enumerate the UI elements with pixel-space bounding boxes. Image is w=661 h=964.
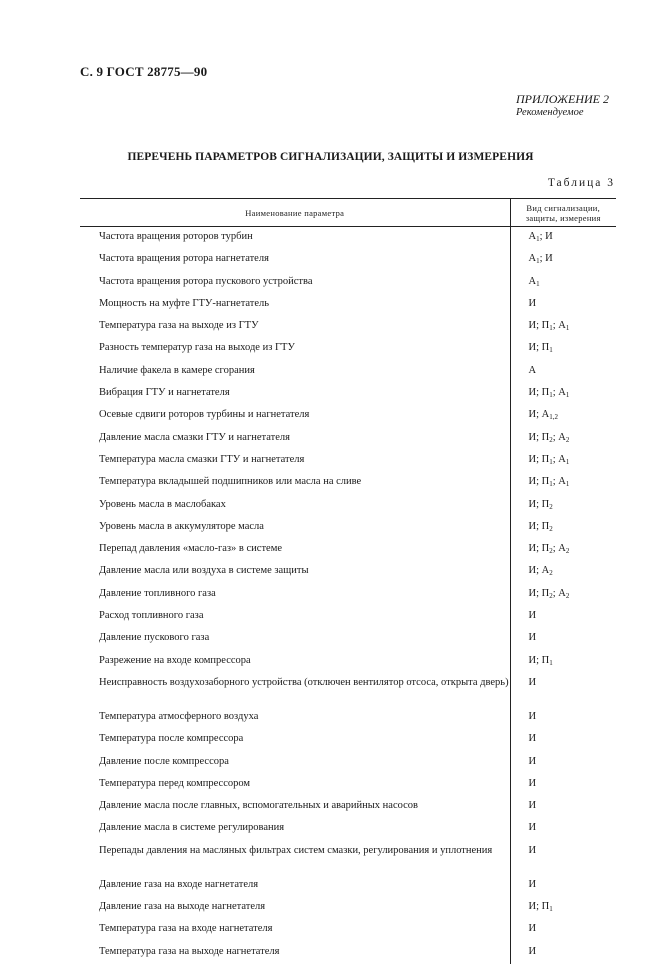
- value-text: И; А: [528, 565, 550, 577]
- signal-type-value: [510, 495, 616, 517]
- parameter-name: Температура газа на входе нагнетателя: [99, 923, 273, 935]
- table-row: [80, 752, 616, 774]
- table-row: [80, 361, 616, 383]
- appendix-subtitle: Рекомендуемое: [516, 107, 584, 118]
- value-subscript: 1: [536, 279, 540, 288]
- parameter-name: Перепад давления «масло-газ» в системе: [99, 543, 283, 555]
- value-text: И: [528, 610, 537, 622]
- parameter-name: Разность температур газа на выходе из ГТУ: [99, 342, 295, 354]
- value-subscript: 1: [549, 658, 553, 667]
- table-row: [80, 841, 616, 875]
- signal-type-value: [510, 841, 616, 875]
- signal-type-value: [510, 539, 616, 561]
- value-subscript: 1: [565, 480, 570, 489]
- value-text: ; А: [552, 320, 566, 332]
- value-subscript: 1: [536, 257, 540, 266]
- table-row: [80, 294, 616, 316]
- table-row: [80, 897, 616, 919]
- signal-type-value: [510, 361, 616, 383]
- value-text: И; П: [528, 320, 550, 332]
- signal-type-value: [510, 796, 616, 818]
- table-row: [80, 517, 616, 539]
- signal-type-value: [510, 405, 616, 427]
- value-text: ; И: [539, 253, 553, 265]
- table-row: [80, 428, 616, 450]
- value-subscript: 2: [549, 591, 553, 600]
- value-text: И; П: [528, 520, 550, 532]
- value-subscript: 1: [565, 457, 570, 466]
- signal-type-value: [510, 272, 616, 294]
- value-subscript: 1: [549, 391, 553, 400]
- signal-type-value: [510, 707, 616, 729]
- signal-type-value: [510, 875, 616, 897]
- value-text: И: [528, 878, 537, 890]
- value-text: ; А: [552, 476, 566, 488]
- signal-type-value: [510, 628, 616, 650]
- parameter-name: Температура атмосферного воздуха: [99, 710, 259, 722]
- table-row: [80, 919, 616, 941]
- signal-type-value: [510, 919, 616, 941]
- parameter-name: Неисправность воздухозаборного устройства (отключен вентилятор отсоса, открыта дверь): [99, 676, 509, 688]
- signal-type-value: [510, 774, 616, 796]
- parameter-name: Частота вращения ротора пускового устройства: [99, 275, 313, 287]
- value-text: ; А: [552, 387, 566, 399]
- value-text: И; П: [528, 587, 550, 599]
- signal-type-value: [510, 729, 616, 751]
- value-text: И; П: [528, 901, 550, 913]
- table-row: [80, 707, 616, 729]
- signal-type-value: [510, 472, 616, 494]
- header-signal-type: [510, 199, 616, 227]
- value-text: И: [528, 733, 537, 745]
- signal-type-value: [510, 584, 616, 606]
- parameter-name: Уровень масла в аккумуляторе масла: [99, 520, 264, 532]
- value-text: А: [528, 253, 537, 265]
- parameter-name: Расход топливного газа: [99, 610, 204, 622]
- value-text: А: [528, 275, 537, 287]
- parameter-name: Уровень масла в маслобаках: [99, 498, 226, 510]
- value-subscript: 2: [549, 547, 553, 556]
- document-title: ПЕРЕЧЕНЬ ПАРАМЕТРОВ СИГНАЛИЗАЦИИ, ЗАЩИТЫ И ИЗМЕРЕНИЯ: [127, 151, 534, 163]
- value-text: И: [528, 632, 537, 644]
- table-row: [80, 405, 616, 427]
- value-text: И; П: [528, 476, 550, 488]
- value-text: И: [528, 710, 537, 722]
- value-text: ; А: [552, 431, 566, 443]
- signal-type-value: [510, 294, 616, 316]
- value-subscript: 2: [565, 591, 570, 600]
- parameter-name: Мощность на муфте ГТУ-нагнетатель: [99, 297, 270, 309]
- table-row: [80, 316, 616, 338]
- value-text: А: [528, 231, 537, 242]
- table-body: [80, 227, 616, 964]
- signal-type-value: [510, 450, 616, 472]
- header-parameter-name: Наименование параметра: [80, 199, 510, 227]
- parameter-name: Частота вращения ротора нагнетателя: [99, 253, 269, 265]
- table-row: [80, 673, 616, 707]
- table-row: [80, 606, 616, 628]
- signal-type-value: [510, 752, 616, 774]
- value-text: И: [528, 777, 537, 789]
- table-row: [80, 495, 616, 517]
- table-row: [80, 796, 616, 818]
- value-subscript: 1: [549, 324, 553, 333]
- value-subscript: 2: [565, 435, 570, 444]
- value-text: И; А: [528, 409, 550, 421]
- value-text: А: [528, 364, 537, 376]
- parameter-name: Давление масла смазки ГТУ и нагнетателя: [99, 431, 290, 443]
- parameter-name: Наличие факела в камере сгорания: [99, 364, 255, 376]
- value-subscript: 1: [565, 391, 570, 400]
- value-text: И: [528, 945, 537, 957]
- parameter-name: Осевые сдвиги роторов турбины и нагнетателя: [99, 409, 310, 421]
- table-row: [80, 472, 616, 494]
- value-text: ; А: [552, 587, 566, 599]
- signal-type-value: [510, 818, 616, 840]
- table-row: [80, 729, 616, 751]
- value-text: И; П: [528, 431, 550, 443]
- header-signal-type-line2: защиты, измерения: [525, 212, 601, 223]
- value-subscript: 1: [549, 457, 553, 466]
- value-text: И: [528, 755, 537, 767]
- parameter-name: Температура газа на выходе нагнетателя: [99, 945, 280, 957]
- value-subscript: 2: [565, 547, 570, 556]
- value-subscript: 1: [536, 235, 540, 243]
- parameter-name: Давление газа на выходе нагнетателя: [99, 901, 266, 913]
- value-text: И: [528, 800, 537, 812]
- value-text: И; П: [528, 453, 550, 465]
- value-subscript: 1: [549, 346, 553, 355]
- parameter-name: Температура вкладышей подшипников или масла на сливе: [99, 476, 362, 488]
- value-text: И: [528, 822, 537, 834]
- table-row: [80, 628, 616, 650]
- parameter-name: Давление пускового газа: [99, 632, 210, 644]
- parameter-name: Температура после компрессора: [99, 733, 244, 745]
- table-row: [80, 875, 616, 897]
- table-header-row: [80, 199, 616, 227]
- parameter-name: Давление газа на входе нагнетателя: [99, 878, 259, 890]
- value-subscript: 1: [565, 324, 570, 333]
- value-text: И; П: [528, 342, 550, 354]
- page-header: С. 9 ГОСТ 28775—90: [80, 64, 208, 79]
- value-text: ; А: [552, 543, 566, 555]
- table-row: [80, 651, 616, 673]
- value-text: ; И: [539, 231, 553, 242]
- value-text: И: [528, 676, 537, 688]
- signal-type-value: [510, 249, 616, 271]
- value-subscript: 1,2: [549, 413, 558, 422]
- table-row: [80, 818, 616, 840]
- appendix-label: [516, 93, 609, 119]
- signal-type-value: [510, 561, 616, 583]
- table-number: Таблица 3: [547, 177, 615, 189]
- value-subscript: 2: [549, 569, 553, 578]
- parameter-name: Вибрация ГТУ и нагнетателя: [99, 387, 230, 399]
- table-row: [80, 584, 616, 606]
- table-row: [80, 561, 616, 583]
- signal-type-value: [510, 383, 616, 405]
- parameter-name: Перепады давления на масляных фильтрах систем смазки, регулирования и уплотнения: [99, 844, 493, 856]
- parameter-name: Температура масла смазки ГТУ и нагнетателя: [99, 453, 305, 465]
- signal-type-value: [510, 606, 616, 628]
- signal-type-value: [510, 338, 616, 360]
- parameter-name: Температура газа на выходе из ГТУ: [99, 320, 259, 332]
- signal-type-value: [510, 897, 616, 919]
- value-text: И: [528, 923, 537, 935]
- parameters-table: [80, 198, 616, 964]
- table-row: [80, 227, 616, 250]
- value-text: И: [528, 844, 537, 856]
- table-row: [80, 539, 616, 561]
- value-text: ; А: [552, 453, 566, 465]
- parameter-name: Частота вращения роторов турбин: [99, 231, 253, 242]
- parameter-name: Разрежение на входе компрессора: [99, 654, 251, 666]
- table-row: [80, 942, 616, 964]
- value-text: И; П: [528, 387, 550, 399]
- value-text: И; П: [528, 543, 550, 555]
- signal-type-value: [510, 942, 616, 964]
- value-subscript: 1: [549, 480, 553, 489]
- value-subscript: 2: [549, 502, 553, 511]
- header-signal-type-line1: Вид сигнализации,: [526, 202, 601, 213]
- table-row: [80, 338, 616, 360]
- parameter-name: Температура перед компрессором: [99, 777, 251, 789]
- parameter-name: Давление топливного газа: [99, 587, 216, 599]
- signal-type-value: [510, 651, 616, 673]
- table-row: [80, 383, 616, 405]
- value-subscript: 1: [549, 905, 553, 914]
- signal-type-value: [510, 428, 616, 450]
- table-row: [80, 249, 616, 271]
- parameter-name: Давление масла в системе регулирования: [99, 822, 285, 834]
- value-subscript: 2: [549, 435, 553, 444]
- table-row: [80, 272, 616, 294]
- value-text: И; П: [528, 654, 550, 666]
- parameter-name: Давление после компрессора: [99, 755, 229, 767]
- appendix-title: ПРИЛОЖЕНИЕ 2: [516, 92, 609, 106]
- signal-type-value: [510, 316, 616, 338]
- signal-type-value: [510, 517, 616, 539]
- value-text: И: [528, 297, 537, 309]
- parameter-name: Давление масла после главных, вспомогательных и аварийных насосов: [99, 800, 418, 812]
- signal-type-value: [510, 227, 616, 250]
- signal-type-value: [510, 673, 616, 707]
- table-row: [80, 774, 616, 796]
- value-subscript: 2: [549, 524, 553, 533]
- parameter-name: Давление масла или воздуха в системе защиты: [99, 565, 309, 577]
- value-text: И; П: [528, 498, 550, 510]
- table-row: [80, 450, 616, 472]
